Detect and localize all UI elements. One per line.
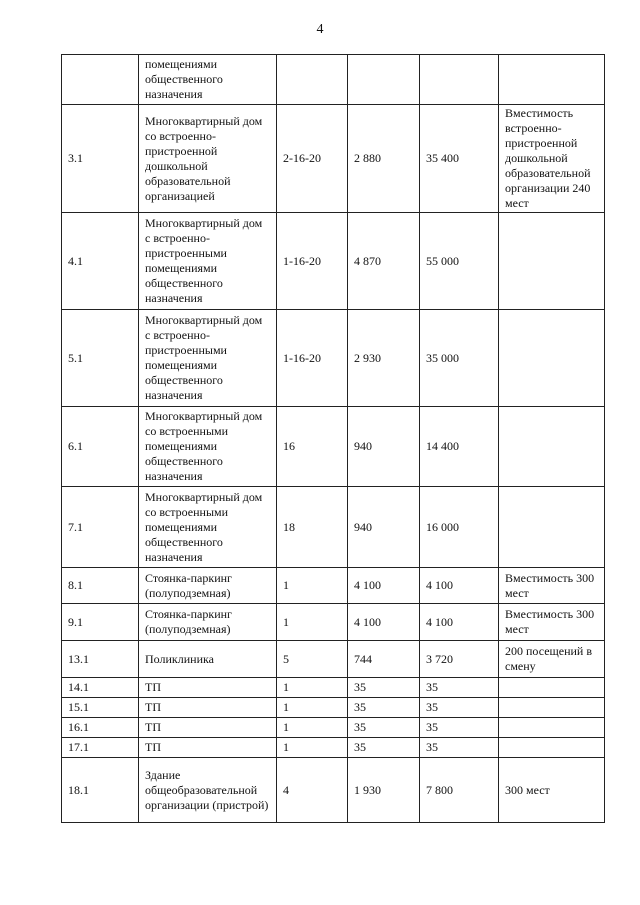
table-row [62,678,605,698]
cell-note: Вместимость 300 мест [499,568,605,604]
cell-number: 9.1 [62,604,139,641]
cell-object-name: ТП [139,738,277,758]
cell-note: Вместимость 300 мест [499,604,605,641]
cell-floors: 1-16-20 [277,310,348,407]
cell-area: 35 [348,718,420,738]
cell-object-name: ТП [139,678,277,698]
cell-number: 14.1 [62,678,139,698]
cell-area: 940 [348,487,420,568]
cell-number: 5.1 [62,310,139,407]
cell-total-area: 35 000 [420,310,499,407]
table-row [62,568,605,604]
cell-number: 17.1 [62,738,139,758]
cell-object-name: ТП [139,698,277,718]
cell-number: 4.1 [62,213,139,310]
cell-object-name: Многоквартирный дом с встроенно-пристроенными помещениями общественного назначения [139,213,277,310]
cell-floors [277,55,348,105]
cell-object-name: Многоквартирный дом со встроенно-пристроенной дошкольной образовательной организацией [139,105,277,213]
cell-area: 1 930 [348,758,420,823]
table-row [62,487,605,568]
table-row [62,738,605,758]
cell-total-area: 35 [420,678,499,698]
cell-total-area: 35 [420,738,499,758]
cell-total-area: 35 400 [420,105,499,213]
table-row [62,718,605,738]
cell-number: 18.1 [62,758,139,823]
cell-note [499,487,605,568]
cell-object-name: Многоквартирный дом со встроенными помещениями общественного назначения [139,487,277,568]
table-row [62,407,605,487]
cell-note: 300 мест [499,758,605,823]
cell-area [348,55,420,105]
table-row [62,758,605,823]
table-row [62,604,605,641]
cell-area: 4 100 [348,568,420,604]
cell-number: 7.1 [62,487,139,568]
cell-total-area: 35 [420,718,499,738]
cell-number: 8.1 [62,568,139,604]
cell-floors: 1 [277,738,348,758]
cell-note [499,310,605,407]
cell-floors: 2-16-20 [277,105,348,213]
cell-floors: 5 [277,641,348,678]
cell-object-name: Многоквартирный дом с встроенно-пристроенными помещениями общественного назначения [139,310,277,407]
cell-note [499,698,605,718]
cell-floors: 4 [277,758,348,823]
cell-total-area: 35 [420,698,499,718]
cell-floors: 18 [277,487,348,568]
cell-floors: 1 [277,604,348,641]
cell-note [499,678,605,698]
cell-note [499,738,605,758]
cell-note [499,55,605,105]
cell-area: 2 930 [348,310,420,407]
cell-floors: 1 [277,698,348,718]
table-row [62,310,605,407]
table-row [62,105,605,213]
cell-total-area: 16 000 [420,487,499,568]
cell-object-name: Здание общеобразовательной организации (пристрой) [139,758,277,823]
cell-floors: 1 [277,568,348,604]
cell-total-area: 7 800 [420,758,499,823]
cell-note [499,213,605,310]
cell-floors: 1 [277,718,348,738]
cell-total-area: 3 720 [420,641,499,678]
cell-number: 6.1 [62,407,139,487]
table-row [62,698,605,718]
table-row [62,213,605,310]
cell-area: 940 [348,407,420,487]
cell-floors: 16 [277,407,348,487]
cell-area: 744 [348,641,420,678]
cell-object-name: Стоянка-паркинг (полуподземная) [139,604,277,641]
cell-note [499,718,605,738]
cell-total-area: 55 000 [420,213,499,310]
objects-table [61,54,605,823]
cell-area: 35 [348,738,420,758]
cell-floors: 1 [277,678,348,698]
cell-note: 200 посещений в смену [499,641,605,678]
cell-floors: 1-16-20 [277,213,348,310]
cell-number: 13.1 [62,641,139,678]
cell-total-area [420,55,499,105]
cell-object-name: Поликлиника [139,641,277,678]
cell-note [499,407,605,487]
cell-number: 3.1 [62,105,139,213]
cell-area: 4 870 [348,213,420,310]
cell-area: 4 100 [348,604,420,641]
cell-total-area: 14 400 [420,407,499,487]
cell-note: Вместимость встроенно-пристроенной дошкольной образовательной организации 240 мест [499,105,605,213]
table-row [62,641,605,678]
cell-total-area: 4 100 [420,604,499,641]
cell-area: 2 880 [348,105,420,213]
table-row [62,55,605,105]
cell-object-name: Многоквартирный дом со встроенными помещениями общественного назначения [139,407,277,487]
page-number: 4 [316,22,324,37]
cell-object-name: Стоянка-паркинг (полуподземная) [139,568,277,604]
cell-number [62,55,139,105]
cell-object-name: помещениями общественного назначения [139,55,277,105]
cell-number: 15.1 [62,698,139,718]
cell-area: 35 [348,678,420,698]
cell-area: 35 [348,698,420,718]
cell-number: 16.1 [62,718,139,738]
cell-object-name: ТП [139,718,277,738]
cell-total-area: 4 100 [420,568,499,604]
